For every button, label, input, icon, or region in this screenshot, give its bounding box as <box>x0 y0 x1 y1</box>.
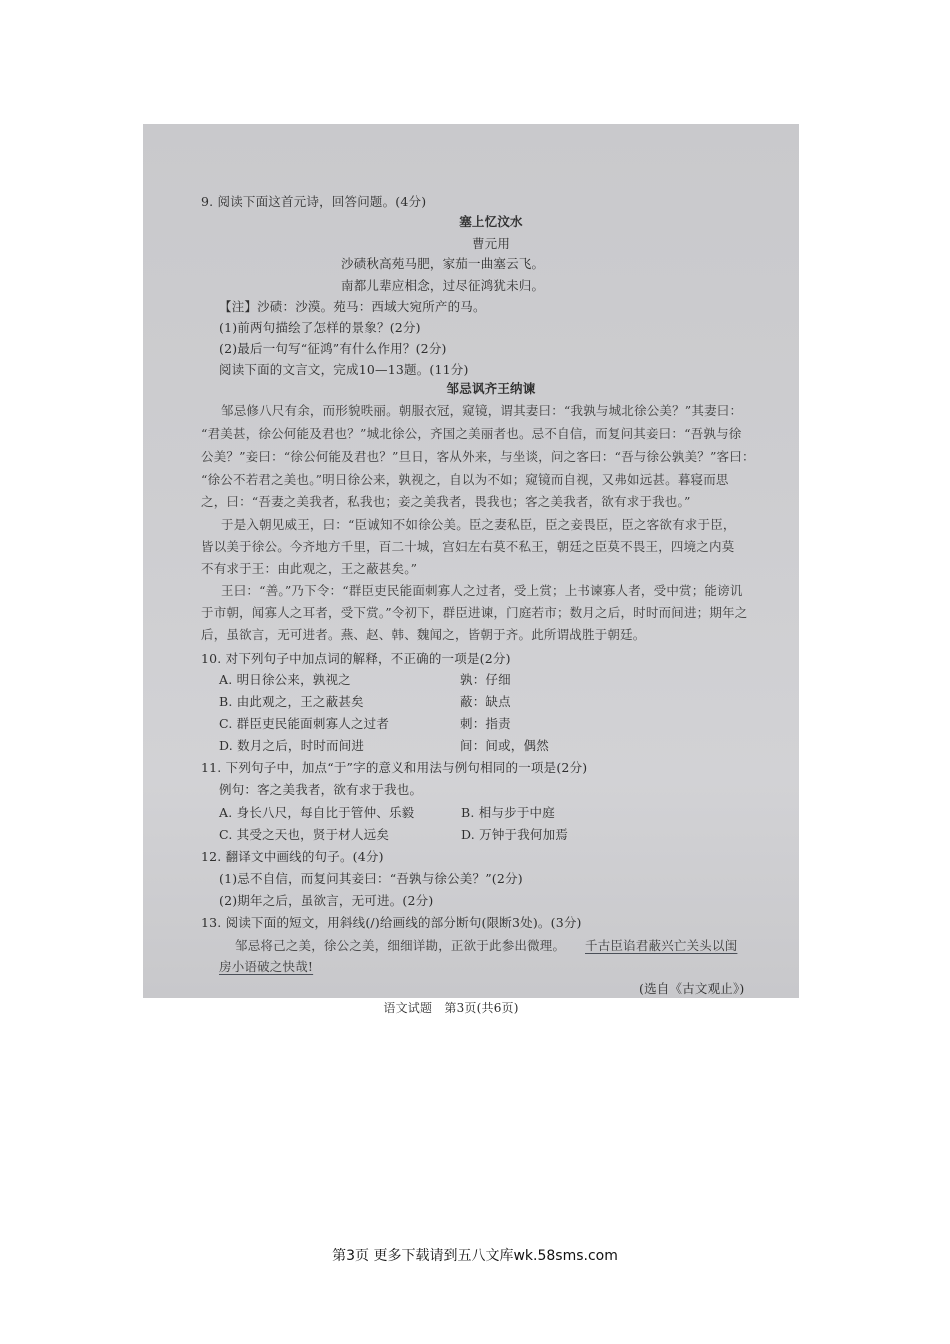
wenyan-line-2: “君美甚，徐公何能及君也？”城北徐公，齐国之美丽者也。忌不自信，而复问其妾曰：“吾孰与徐 <box>201 426 742 441</box>
wenyan-intro: 阅读下面的文言文，完成10—13题。(11分) <box>219 362 469 377</box>
q10-gloss-a: 孰：仔细 <box>460 672 511 687</box>
q10-option-b: B. 由此观之，王之蔽甚矣 <box>219 694 364 709</box>
q9-prompt: 9. 阅读下面这首元诗，回答问题。(4分) <box>201 194 427 209</box>
q12-prompt: 12. 翻译文中画线的句子。(4分) <box>201 849 384 864</box>
exam-photo <box>143 124 799 1015</box>
poem-note: 【注】沙碛：沙漠。苑马：西域大宛所产的马。 <box>219 299 486 314</box>
q13-source: (选自《古文观止》) <box>639 981 745 996</box>
poem-line-2: 南都儿辈应相念，过尽征鸿犹未归。 <box>341 278 545 293</box>
poem-author: 曹元用 <box>471 236 511 251</box>
wenyan-line-7: 皆以美于徐公。今齐地方千里，百二十城，宫妇左右莫不私王，朝廷之臣莫不畏王，四境之内莫 <box>201 539 735 554</box>
q12-sub2: (2)期年之后，虽欲言，无可进。(2分) <box>219 893 434 908</box>
wenyan-line-3: 公美？”妾曰：“徐公何能及君也？”旦日，客从外来，与坐谈，问之客曰：“吾与徐公孰美？”客曰： <box>201 449 755 464</box>
q9-sub1: (1)前两句描绘了怎样的景象？(2分) <box>219 320 421 335</box>
q12-sub1: (1)忌不自信，而复问其妾曰：“吾孰与徐公美？”(2分) <box>219 871 523 886</box>
poem-title: 塞上忆汶水 <box>459 214 523 229</box>
wenyan-line-4: “徐公不若君之美也。”明日徐公来，孰视之，自以为不如；窥镜而自视，又弗如远甚。暮寝而思 <box>201 472 729 487</box>
q10-gloss-d: 间：间或，偶然 <box>460 738 549 753</box>
q10-gloss-b: 蔽：缺点 <box>460 694 511 709</box>
q10-prompt: 10. 对下列句子中加点词的解释，不正确的一项是(2分) <box>201 651 511 666</box>
wenyan-title: 邹忌讽齐王纳谏 <box>446 381 536 396</box>
q11-option-d: D. 万钟于我何加焉 <box>461 827 569 842</box>
wenyan-line-1: 邹忌修八尺有余，而形貌昳丽。朝服衣冠，窥镜，谓其妻曰：“我孰与城北徐公美？”其妻曰： <box>221 403 743 418</box>
wenyan-line-8: 不有求于王：由此观之，王之蔽甚矣。” <box>201 561 418 576</box>
q11-option-a: A. 身长八尺，每自比于管仲、乐毅 <box>219 805 415 820</box>
q13-text-1: 邹忌将己之美，徐公之美，细细详勘，正欲于此参出微理。 <box>235 938 566 953</box>
download-footer: 第3页 更多下载请到五八文库wk.58sms.com <box>332 1248 618 1264</box>
q11-example: 例句：客之美我者，欲有求于我也。 <box>219 782 423 797</box>
q13-prompt: 13. 阅读下面的短文，用斜线(/)给画线的部分断句(限断3处)。(3分) <box>201 915 582 930</box>
page-footer: 语文试题 第3页(共6页) <box>383 1001 519 1015</box>
q10-option-d: D. 数月之后，时时而间进 <box>219 738 365 753</box>
q10-option-a: A. 明日徐公来，孰视之 <box>219 672 351 687</box>
wenyan-line-9: 王曰：“善。”乃下令：“群臣吏民能面刺寡人之过者，受上赏；上书谏寡人者，受中赏；能谤讥 <box>221 583 743 598</box>
q11-option-c: C. 其受之天也，贤于材人远矣 <box>219 827 390 842</box>
wenyan-line-6: 于是入朝见威王，曰：“臣诚知不如徐公美。臣之妻私臣，臣之妾畏臣，臣之客欲有求于臣， <box>221 517 736 532</box>
q13-text-1-underlined: 千古臣谄君蔽兴亡关头以闺 <box>585 938 738 953</box>
wenyan-line-5: 之，曰：“吾妻之美我者，私我也；妾之美我者，畏我也；客之美我者，欲有求于我也。” <box>201 494 691 509</box>
q11-prompt: 11. 下列句子中，加点“于”字的意义和用法与例句相同的一项是(2分) <box>201 760 588 775</box>
wenyan-line-10: 于市朝，闻寡人之耳者，受下赏。”令初下，群臣进谏，门庭若市；数月之后，时时而间进；期年之 <box>201 605 748 620</box>
q10-gloss-c: 刺：指责 <box>460 716 511 731</box>
q10-option-c: C. 群臣吏民能面刺寡人之过者 <box>219 716 390 731</box>
q13-text-2-underlined: 房小语破之快哉! <box>219 959 314 974</box>
q11-option-b: B. 相与步于中庭 <box>461 805 555 820</box>
wenyan-line-11: 后，虽欲言，无可进者。燕、赵、韩、魏闻之，皆朝于齐。此所谓战胜于朝廷。 <box>201 627 646 642</box>
q9-sub2: (2)最后一句写“征鸿”有什么作用？(2分) <box>219 341 447 356</box>
poem-line-1: 沙碛秋高苑马肥，家茄一曲塞云飞。 <box>341 256 545 271</box>
